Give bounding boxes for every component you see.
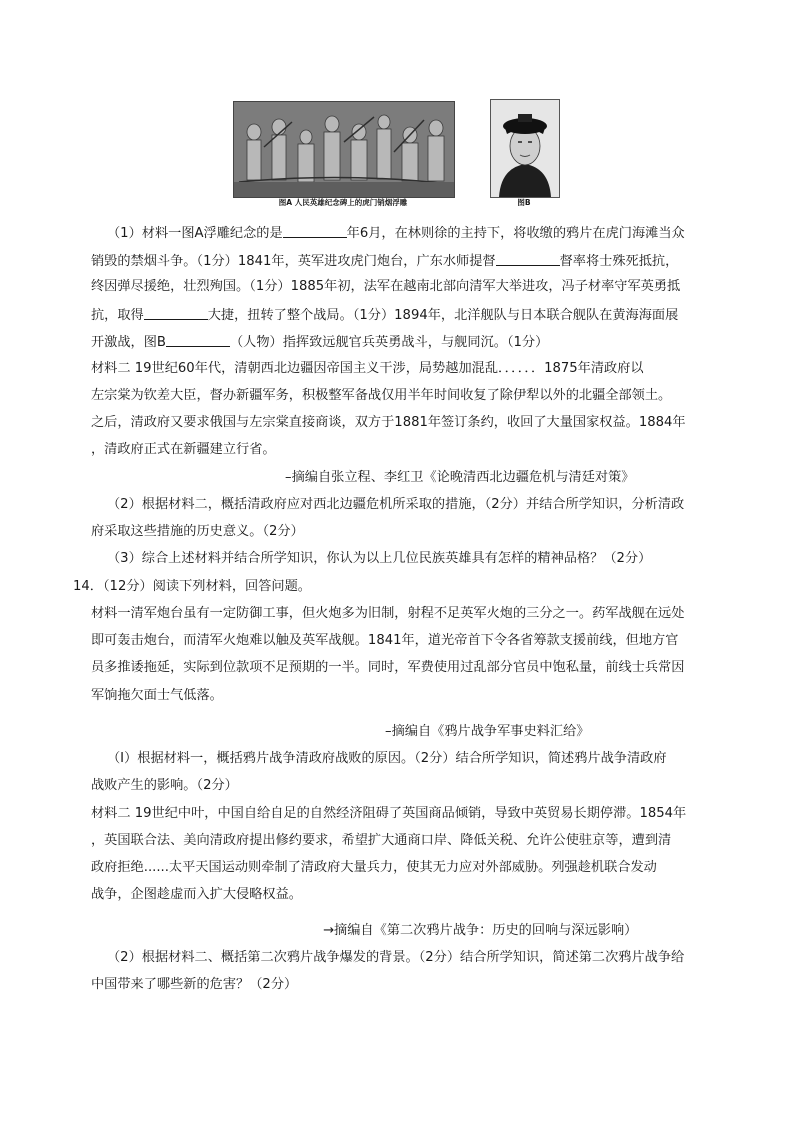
question-3: （3）综合上述材料并结合所学知识，你认为以上几位民族英雄具有怎样的精神品格？（2分）	[107, 551, 652, 566]
text-segment: 大捷，扭转了整个战局。（1分）1894年，北洋舰队与日本联合舰队在黄海海面展	[207, 308, 679, 323]
q14-question-2-line-1: （2）根据材料二、概括第二次鸦片战争爆发的背景。（2分）结合所学知识，简述第二次鸦片战争给	[107, 950, 685, 965]
answer-blank[interactable]	[144, 305, 208, 320]
relief-image	[233, 101, 455, 198]
q14-material-2-line-4: 战争，企图趁虚而入扩大侵略权益。	[91, 887, 302, 902]
q14-material-2-line-2: ，英国联合法、美向清政府提出修约要求，希望扩大通商口岸、降低关税、允许公使驻京等，遭到清	[91, 833, 672, 848]
question-1-line-5	[91, 332, 548, 352]
q14-material-2-line-1: 材料二 19世纪中叶，中国自给自足的自然经济阻碍了英国商品倾销，导致中英贸易长期停滞。1854年	[91, 806, 687, 821]
portrait-image	[490, 99, 560, 198]
answer-blank[interactable]	[283, 223, 347, 238]
text-segment: 督率将士殊死抵抗，	[559, 254, 679, 269]
text-segment: 销毁的禁烟斗争。（1分）1841年，英军进攻虎门炮台，广东水师提督	[91, 254, 496, 269]
source-citation: →摘编自《第二次鸦片战争：历史的回响与深远影响）	[323, 923, 638, 938]
material-2-line-2: 左宗棠为钦差大臣，督办新疆军务，积极整军备战仅用半年时间收复了除伊犁以外的北疆全部领土。	[91, 388, 672, 403]
figure-b-caption: 图B	[517, 198, 531, 207]
question-2-line-2: 府采取这些措施的历史意义。（2分）	[91, 524, 304, 539]
q14-material-2-line-3: 政府拒绝......太平天国运动则牵制了清政府大量兵力，使其无力应对外部威胁。列强趁机联合发动	[91, 860, 657, 875]
question-1-line-4	[91, 305, 678, 325]
material-2-line-4: ，清政府正式在新疆建立行省。	[91, 442, 276, 457]
answer-blank[interactable]	[166, 332, 230, 347]
text-segment: 年6月，在林则徐的主持下，将收缴的鸦片在虎门海滩当众	[346, 226, 685, 241]
q14-question-1-line-1: （I）根据材料一，概括鸦片战争清政府战败的原因。（2分）结合所学知识，简述鸦片战争清政府	[107, 751, 667, 766]
material-2-line-3: 之后，清政府又要求俄国与左宗棠直接商谈，双方于1881年签订条约，收回了大量国家权益。1884年	[91, 415, 686, 430]
text-segment: 开激战，图B	[91, 335, 166, 350]
answer-blank[interactable]	[496, 251, 560, 266]
question-1-line-1	[107, 223, 685, 243]
q14-material-1-line-1: 材料一清军炮台虽有一定防御工事，但火炮多为旧制，射程不足英军火炮的三分之一。药军战舰在远处	[91, 606, 685, 621]
q14-question-2-line-2: 中国带来了哪些新的危害？（2分）	[91, 977, 298, 992]
q14-question-1-line-2: 战败产生的影响。（2分）	[91, 778, 238, 793]
q14-material-1-line-4: 军饷拖欠面士气低落。	[91, 688, 223, 703]
q14-material-1-line-3: 员多推诿拖延，实际到位款项不足预期的一半。同时，军费使用过乱部分官员中饱私量，前线士兵常因	[91, 660, 685, 675]
text-segment: 抗，取得	[91, 308, 144, 323]
source-citation: –摘编自张立程、李红卫《论晚清西北边疆危机与清廷对策》	[285, 470, 635, 485]
question-1-line-3: 终因弹尽援绝，壮烈殉国。（1分）1885年初，法军在越南北部向清军大举进攻，冯子材率守军英勇抵	[91, 279, 681, 294]
question-1-line-2	[91, 251, 678, 271]
figure-a-caption: 图A 人民英雄纪念碑上的虎门销烟浮雕	[278, 198, 408, 207]
q14-material-1-line-2: 即可轰击炮台，而清军火炮难以触及英军战舰。1841年，道光帝首下令各省筹款支援前线，但地方官	[91, 633, 679, 648]
question-2-line-1: （2）根据材料二，概括清政府应对西北边疆危机所采取的措施，（2分）并结合所学知识，分析清政	[107, 497, 685, 512]
question-14-heading: 14．（12分）阅读下列材料，回答问题。	[73, 579, 311, 594]
material-2-line-1: 材料二 19世纪60年代，清朝西北边疆因帝国主义干涉，局势越加混乱．．．．．．1875年清政府以	[91, 361, 644, 376]
text-segment: （1）材料一图A浮雕纪念的是	[107, 226, 283, 241]
text-segment: （人物）指挥致远舰官兵英勇战斗，与舰同沉。（1分）	[229, 335, 549, 350]
source-citation: –摘编自《鸦片战争军事史料汇给》	[385, 724, 590, 739]
